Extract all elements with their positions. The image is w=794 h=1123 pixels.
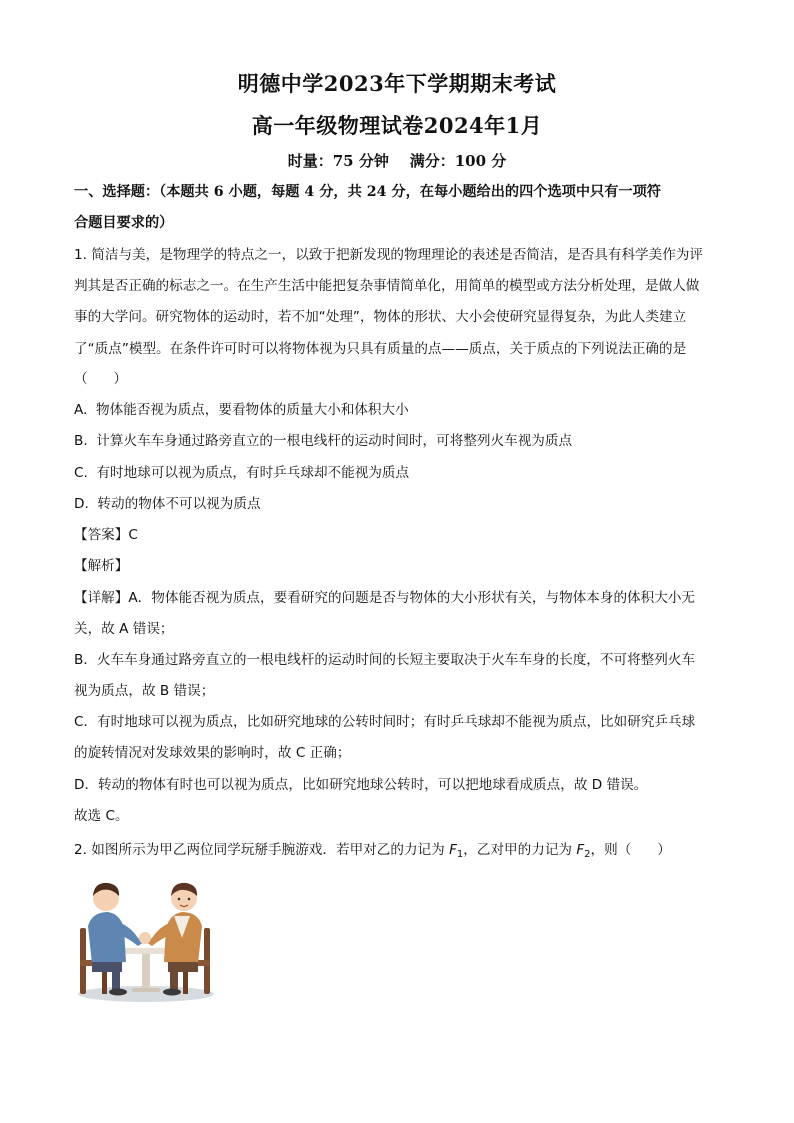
exam-title-line1: 明德中学2023年下学期期末考试 (237, 71, 557, 96)
q1-option-d: D. 转动的物体不可以视为质点 (74, 496, 261, 512)
q1-detail-line: 视为质点，故 B 错误； (74, 683, 215, 699)
q1-option-a: A. 物体能否视为质点，要看物体的质量大小和体积大小 (74, 402, 409, 418)
q1-detail-line: 关，故 A 错误； (74, 621, 174, 637)
q1-stem-line: 事的大学问。研究物体的运动时，若不加“处理”，物体的形状、大小会使研究显得复杂，为此人类建立 (74, 309, 687, 325)
q1-detail-line: C．有时地球可以视为质点，比如研究地球的公转时间时；有时乒乓球却不能视为质点，比如研究乒乓球 (74, 714, 696, 730)
q1-answer: 【答案】C (74, 527, 138, 543)
q1-stem-line: 了“质点”模型。在条件许可时可以将物体视为只具有质量的点——质点，关于质点的下列说法正确的是 (74, 341, 687, 357)
q1-stem-line: 判其是否正确的标志之一。在生产生活中能把复杂事情简单化，用简单的模型或方法分析处理，是做人做 (74, 278, 700, 294)
q1-detail-line: B．火车车身通过路旁直立的一根电线杆的运动时间的长短主要取决于火车车身的长度，不可将整列火车 (74, 652, 696, 668)
exam-title-line2: 高一年级物理试卷2024年1月 (251, 113, 543, 138)
q2-stem-part3: ，则（ ） (590, 842, 671, 858)
q2-stem-part1: 2. 如图所示为甲乙两位同学玩掰手腕游戏．若甲对乙的力记为 (74, 842, 450, 858)
exam-meta: 时量：75 分钟 满分：100 分 (287, 152, 507, 170)
q2-stem (74, 840, 724, 865)
section-heading-line2: 合题目要求的） (74, 215, 174, 231)
q2-stem-part2: ，乙对甲的力记为 (463, 842, 577, 858)
q1-detail-line: D．转动的物体有时也可以视为质点，比如研究地球公转时，可以把地球看成质点，故 D 错误。 (74, 777, 648, 793)
force-f2-symbol: $F_2$ (576, 842, 591, 860)
force-f1-symbol: $F_1$ (449, 842, 464, 860)
q1-detail-line: 故选 C。 (74, 808, 129, 824)
q1-option-c: C. 有时地球可以视为质点，有时乒乓球却不能视为质点 (74, 465, 410, 481)
q1-option-b: B. 计算火车车身通过路旁直立的一根电线杆的运动时间时，可将整列火车视为质点 (74, 433, 573, 449)
section-heading-line1: 一、选择题：（本题共 6 小题，每题 4 分，共 24 分，在每小题给出的四个选项中只有一项符 (74, 184, 661, 200)
arm-wrestling-illustration (74, 876, 216, 1004)
q1-stem-line: （ ） (74, 371, 128, 387)
q1-detail-line: 【详解】A．物体能否视为质点，要看研究的问题是否与物体的大小形状有关，与物体本身的体积大小无 (74, 590, 696, 606)
q1-detail-line: 的旋转情况对发球效果的影响时，故 C 正确； (74, 745, 351, 761)
q1-stem-line: 1. 简洁与美，是物理学的特点之一，以致于把新发现的物理理论的表述是否简洁，是否具有科学美作为评 (74, 247, 704, 263)
q1-analysis-label: 【解析】 (74, 558, 129, 574)
